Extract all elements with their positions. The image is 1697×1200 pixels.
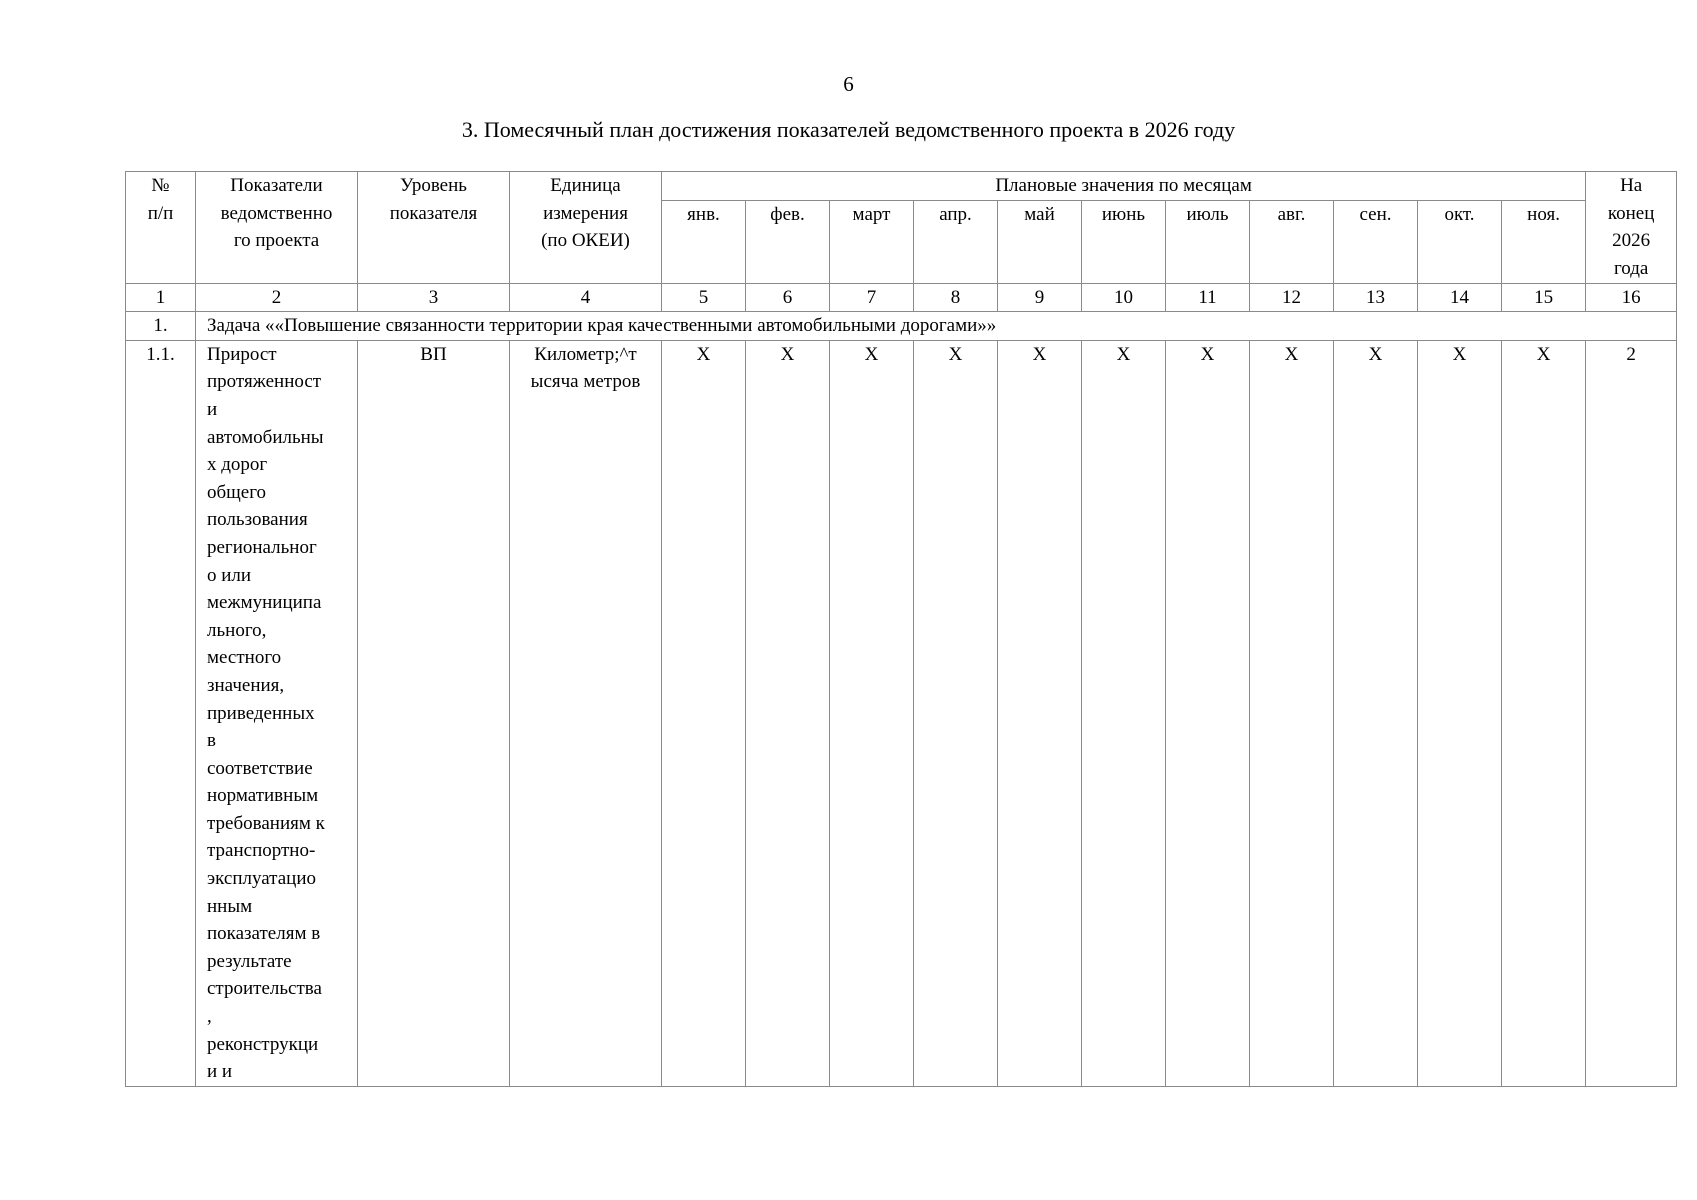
task-number: 1.	[126, 312, 196, 341]
column-number: 5	[662, 283, 746, 312]
column-number: 6	[746, 283, 830, 312]
column-number: 16	[1586, 283, 1677, 312]
header-month: ноя.	[1502, 200, 1586, 283]
month-value: X	[1334, 340, 1418, 1086]
month-value: X	[998, 340, 1082, 1086]
unit-of-measure: Километр;^т ысяча метров	[510, 340, 662, 1086]
table-row	[126, 340, 1677, 1086]
column-number: 4	[510, 283, 662, 312]
row-number: 1.1.	[126, 340, 196, 1086]
header-indicator: Показатели ведомственно го проекта	[196, 172, 358, 284]
header-row	[126, 172, 1677, 201]
header-month: авг.	[1250, 200, 1334, 283]
column-number: 13	[1334, 283, 1418, 312]
page-number: 6	[843, 72, 854, 96]
month-value: X	[1418, 340, 1502, 1086]
header-end-of-year: На конец 2026 года	[1586, 172, 1677, 284]
header-monthly-values: Плановые значения по месяцам	[662, 172, 1586, 201]
month-value: X	[1082, 340, 1166, 1086]
month-value: X	[662, 340, 746, 1086]
month-value: X	[1250, 340, 1334, 1086]
month-value: X	[914, 340, 998, 1086]
task-text: Задача ««Повышение связанности территории края качественными автомобильными дорогами»»	[196, 312, 1677, 341]
monthly-plan-table	[125, 171, 1677, 1087]
column-number: 10	[1082, 283, 1166, 312]
column-number: 8	[914, 283, 998, 312]
header-level: Уровень показателя	[358, 172, 510, 284]
month-value: X	[1502, 340, 1586, 1086]
header-month: окт.	[1418, 200, 1502, 283]
column-numbers-row	[126, 283, 1677, 312]
header-month: апр.	[914, 200, 998, 283]
header-month: янв.	[662, 200, 746, 283]
column-number: 7	[830, 283, 914, 312]
header-unit: Единица измерения (по ОКЕИ)	[510, 172, 662, 284]
header-month: март	[830, 200, 914, 283]
end-of-year-value: 2	[1586, 340, 1677, 1086]
column-number: 3	[358, 283, 510, 312]
header-month: июнь	[1082, 200, 1166, 283]
document-title: 3. Помесячный план достижения показателей ведомственного проекта в 2026 году	[461, 117, 1236, 142]
column-number: 14	[1418, 283, 1502, 312]
indicator-level: ВП	[358, 340, 510, 1086]
column-number: 9	[998, 283, 1082, 312]
header-month: май	[998, 200, 1082, 283]
column-number: 11	[1166, 283, 1250, 312]
header-month: фев.	[746, 200, 830, 283]
header-month: июль	[1166, 200, 1250, 283]
column-number: 15	[1502, 283, 1586, 312]
header-month: сен.	[1334, 200, 1418, 283]
header-num: № п/п	[126, 172, 196, 284]
column-number: 2	[196, 283, 358, 312]
month-value: X	[830, 340, 914, 1086]
column-number: 1	[126, 283, 196, 312]
month-value: X	[746, 340, 830, 1086]
column-number: 12	[1250, 283, 1334, 312]
month-value: X	[1166, 340, 1250, 1086]
task-row	[126, 312, 1677, 341]
indicator-name: Прирост протяженност и автомобильны х дорог общего пользования региональног о или межмуниципа льного, местного значения, приведенных в соответствие нормативным требованиям к транспортно- эксплуатацио нным показателям в результате строительства , реконструкци и и	[196, 340, 358, 1086]
